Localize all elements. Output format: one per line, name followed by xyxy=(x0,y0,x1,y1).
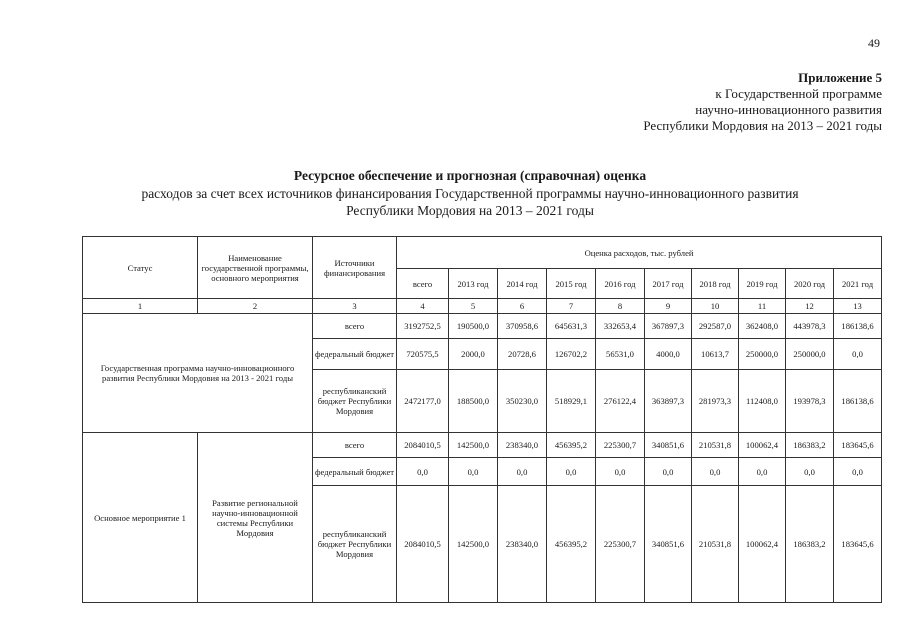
value-cell: 362408,0 xyxy=(739,314,786,339)
value-cell: 2084010,5 xyxy=(397,486,449,603)
column-number: 7 xyxy=(547,299,596,314)
value-cell: 142500,0 xyxy=(449,433,498,458)
value-cell: 292587,0 xyxy=(692,314,739,339)
funding-source: всего xyxy=(313,433,397,458)
document-subtitle-line-1: расходов за счет всех источников финансирования Государственной программы научно-инновационного развития xyxy=(141,186,799,201)
value-cell: 238340,0 xyxy=(498,486,547,603)
appendix-line-1: к Государственной программе xyxy=(715,86,882,101)
column-number: 10 xyxy=(692,299,739,314)
value-cell: 0,0 xyxy=(449,458,498,486)
measure-status: Основное мероприятие 1 xyxy=(83,433,198,603)
column-number: 1 xyxy=(83,299,198,314)
header-year: 2017 год xyxy=(645,269,692,299)
value-cell: 370958,6 xyxy=(498,314,547,339)
header-source: Источники финансирования xyxy=(313,237,397,299)
funding-source: федеральный бюджет xyxy=(313,458,397,486)
value-cell: 456395,2 xyxy=(547,486,596,603)
value-cell: 0,0 xyxy=(786,458,834,486)
value-cell: 518929,1 xyxy=(547,370,596,433)
value-cell: 188500,0 xyxy=(449,370,498,433)
value-cell: 100062,4 xyxy=(739,486,786,603)
value-cell: 186383,2 xyxy=(786,433,834,458)
value-cell: 2084010,5 xyxy=(397,433,449,458)
column-number: 3 xyxy=(313,299,397,314)
header-year: 2019 год xyxy=(739,269,786,299)
document-subtitle-line-2: Республики Мордовия на 2013 – 2021 годы xyxy=(346,203,594,218)
header-estimate: Оценка расходов, тыс. рублей xyxy=(397,237,882,269)
measure-name: Развитие региональной научно-инновационной системы Республики Мордовия xyxy=(198,433,313,603)
value-cell: 363897,3 xyxy=(645,370,692,433)
document-title: Ресурсное обеспечение и прогнозная (справочная) оценка xyxy=(293,168,647,183)
value-cell: 2000,0 xyxy=(449,339,498,370)
value-cell: 100062,4 xyxy=(739,433,786,458)
column-number: 4 xyxy=(397,299,449,314)
value-cell: 281973,3 xyxy=(692,370,739,433)
value-cell: 443978,3 xyxy=(786,314,834,339)
value-cell: 56531,0 xyxy=(596,339,645,370)
value-cell: 3192752,5 xyxy=(397,314,449,339)
value-cell: 250000,0 xyxy=(739,339,786,370)
value-cell: 2472177,0 xyxy=(397,370,449,433)
value-cell: 0,0 xyxy=(645,458,692,486)
value-cell: 10613,7 xyxy=(692,339,739,370)
header-year: 2013 год xyxy=(449,269,498,299)
column-number: 5 xyxy=(449,299,498,314)
table-row xyxy=(83,433,882,458)
value-cell: 0,0 xyxy=(596,458,645,486)
value-cell: 142500,0 xyxy=(449,486,498,603)
value-cell: 238340,0 xyxy=(498,433,547,458)
header-year: всего xyxy=(397,269,449,299)
header-year: 2015 год xyxy=(547,269,596,299)
value-cell: 4000,0 xyxy=(645,339,692,370)
value-cell: 456395,2 xyxy=(547,433,596,458)
value-cell: 0,0 xyxy=(498,458,547,486)
value-cell: 0,0 xyxy=(739,458,786,486)
resource-table xyxy=(82,236,882,603)
column-number: 13 xyxy=(834,299,882,314)
value-cell: 186383,2 xyxy=(786,486,834,603)
value-cell: 225300,7 xyxy=(596,433,645,458)
program-name: Государственная программа научно-инновационного развития Республики Мордовия на 2013 - 2021 годы xyxy=(83,314,313,433)
value-cell: 112408,0 xyxy=(739,370,786,433)
value-cell: 350230,0 xyxy=(498,370,547,433)
header-year: 2014 год xyxy=(498,269,547,299)
appendix-line-2: научно-инновационного развития xyxy=(695,102,882,117)
value-cell: 20728,6 xyxy=(498,339,547,370)
column-number: 11 xyxy=(739,299,786,314)
table-row xyxy=(83,314,882,339)
appendix-header xyxy=(442,70,882,134)
column-number: 6 xyxy=(498,299,547,314)
value-cell: 193978,3 xyxy=(786,370,834,433)
appendix-title: Приложение 5 xyxy=(798,70,882,85)
value-cell: 367897,3 xyxy=(645,314,692,339)
funding-source: республиканский бюджет Республики Мордовия xyxy=(313,370,397,433)
value-cell: 276122,4 xyxy=(596,370,645,433)
value-cell: 210531,8 xyxy=(692,433,739,458)
value-cell: 0,0 xyxy=(692,458,739,486)
value-cell: 210531,8 xyxy=(692,486,739,603)
value-cell: 183645,6 xyxy=(834,486,882,603)
header-year: 2020 год xyxy=(786,269,834,299)
header-year: 2018 год xyxy=(692,269,739,299)
value-cell: 645631,3 xyxy=(547,314,596,339)
value-cell: 720575,5 xyxy=(397,339,449,370)
value-cell: 186138,6 xyxy=(834,370,882,433)
column-number: 2 xyxy=(198,299,313,314)
header-row-1 xyxy=(83,237,882,269)
header-name: Наименование государственной программы, основного мероприятия xyxy=(198,237,313,299)
column-number-row xyxy=(83,299,882,314)
funding-source: республиканский бюджет Республики Мордовия xyxy=(313,486,397,603)
funding-source: федеральный бюджет xyxy=(313,339,397,370)
funding-source: всего xyxy=(313,314,397,339)
value-cell: 186138,6 xyxy=(834,314,882,339)
value-cell: 340851,6 xyxy=(645,433,692,458)
value-cell: 0,0 xyxy=(834,458,882,486)
appendix-line-3: Республики Мордовия на 2013 – 2021 годы xyxy=(643,118,882,133)
header-status: Статус xyxy=(83,237,198,299)
value-cell: 183645,6 xyxy=(834,433,882,458)
column-number: 9 xyxy=(645,299,692,314)
value-cell: 0,0 xyxy=(834,339,882,370)
header-year: 2021 год xyxy=(834,269,882,299)
value-cell: 190500,0 xyxy=(449,314,498,339)
value-cell: 0,0 xyxy=(397,458,449,486)
header-year: 2016 год xyxy=(596,269,645,299)
value-cell: 225300,7 xyxy=(596,486,645,603)
page-number: 49 xyxy=(868,36,880,50)
value-cell: 250000,0 xyxy=(786,339,834,370)
column-number: 8 xyxy=(596,299,645,314)
value-cell: 0,0 xyxy=(547,458,596,486)
value-cell: 340851,6 xyxy=(645,486,692,603)
value-cell: 126702,2 xyxy=(547,339,596,370)
column-number: 12 xyxy=(786,299,834,314)
value-cell: 332653,4 xyxy=(596,314,645,339)
